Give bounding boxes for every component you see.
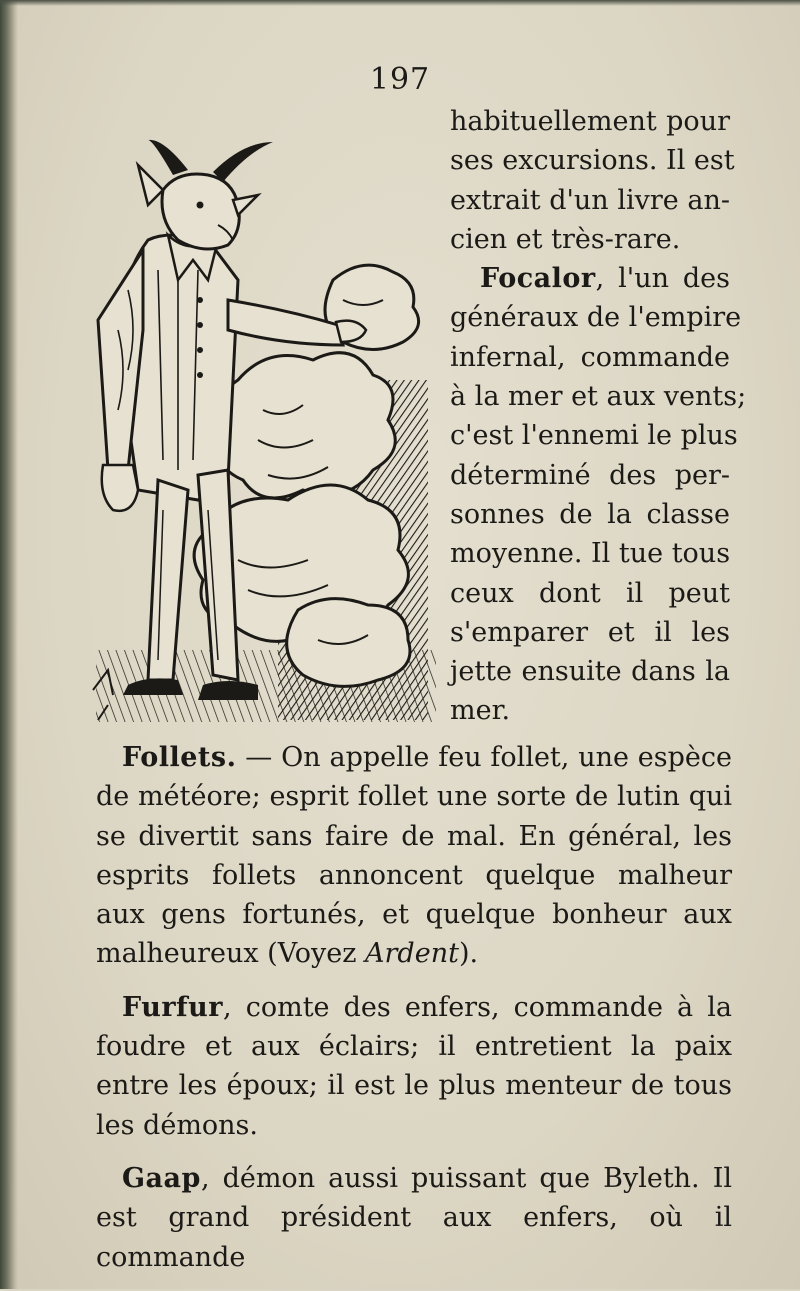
entry-heading-follets: Follets. — [122, 742, 237, 773]
entry-heading-gaap: Gaap — [122, 1162, 201, 1194]
text-line: extrait d'un livre an- — [450, 184, 730, 216]
main-text — [96, 738, 732, 1291]
entry-heading-furfur: Furfur — [122, 991, 224, 1023]
text-line: généraux de l'empire — [450, 302, 742, 334]
text-line: moyenne. Il tue tous — [450, 538, 731, 570]
text-line: jette ensuite dans la — [450, 656, 730, 688]
text-fragment: , l'un des — [595, 263, 730, 295]
demon-illustration — [88, 130, 438, 730]
text-line: habituellement pour — [450, 106, 730, 137]
text-line: déterminé des per- — [450, 459, 730, 491]
entry-heading-focalor: Focalor — [480, 263, 596, 295]
entry-text: — On appelle feu follet, une espèce de météore; esprit follet une sorte de lutin qui se divertit sans faire de mal. En général, les esprits follets annoncent quelque malheur aux gens fortunés, et quelque bonheur aux malheureux (Voyez — [96, 742, 732, 970]
text-line: ses excursions. Il est — [450, 145, 735, 177]
text-line: s'emparer et il les — [450, 616, 730, 648]
page-number: 197 — [369, 62, 431, 97]
entry-text: ). — [458, 938, 479, 970]
text-line: ceux dont il peut — [450, 577, 730, 609]
text-line: c'est l'ennemi le plus — [450, 420, 738, 452]
text-line: sonnes de la classe — [450, 498, 730, 530]
entry-gaap — [96, 1159, 732, 1277]
entry-text: , démon aussi puissant que Byleth. Il est grand président aux enfers, où il commande — [96, 1162, 732, 1273]
text-line: infernal, commande — [450, 341, 730, 373]
cross-reference: Ardent — [365, 938, 459, 970]
focalor-column — [450, 102, 747, 731]
entry-follets — [96, 738, 732, 974]
text-line: cien et très-rare. — [450, 223, 681, 255]
entry-furfur — [96, 988, 732, 1145]
page-top-edge — [0, 0, 800, 6]
text-line: à la mer et aux vents; — [450, 381, 747, 413]
text-line: mer. — [450, 695, 511, 727]
horned-demon-woodcut-icon — [88, 130, 438, 730]
focalor-entry-first-line — [450, 259, 730, 298]
book-spine — [0, 0, 18, 1289]
entry-text: , comte des enfers, commande à la foudre et aux éclairs; il entretient la paix entre les époux; il est le plus menteur de tous les démons. — [96, 991, 732, 1141]
